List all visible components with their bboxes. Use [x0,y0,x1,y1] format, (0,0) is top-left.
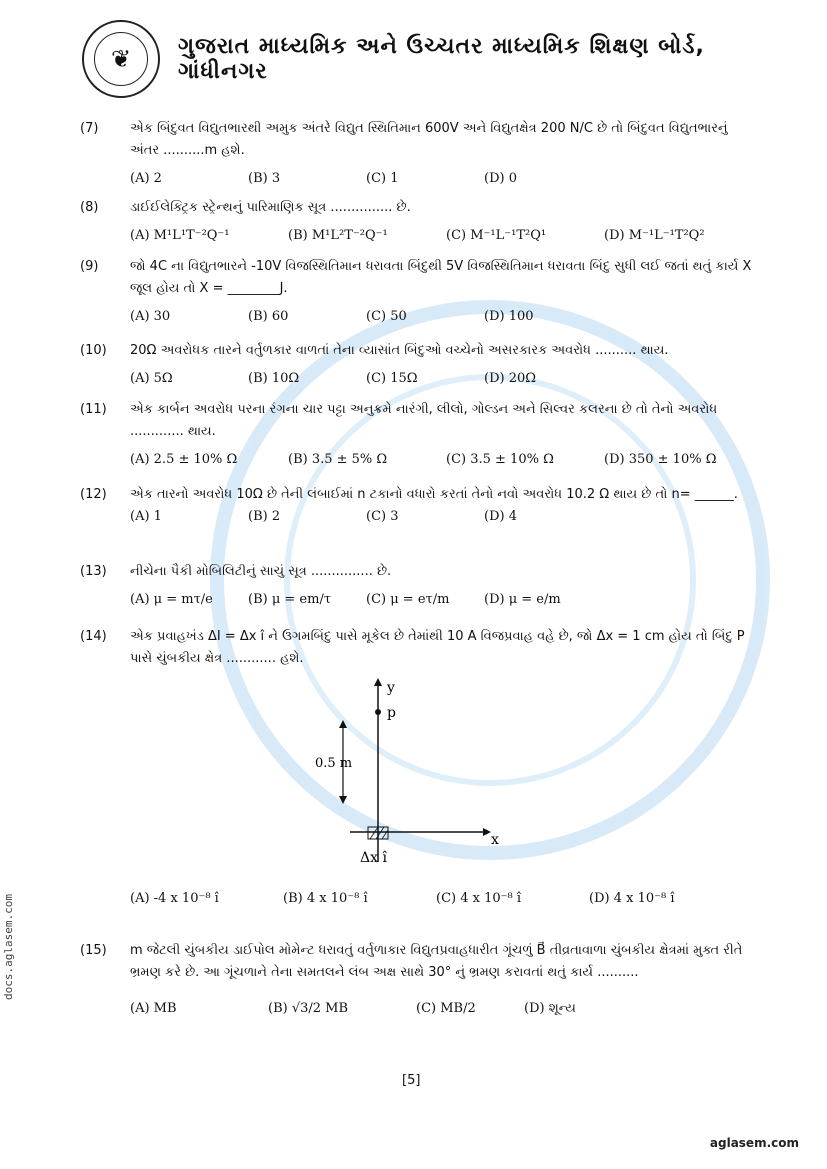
option-d: (D) 20Ω [484,371,537,386]
option-c: (C) 50 [366,309,407,324]
option-d: (D) M⁻¹L⁻¹T²Q² [604,228,705,243]
board-seal-icon [82,20,160,98]
option-b: (B) 2 [248,509,281,524]
x-axis-label: x [491,832,499,848]
option-c: (C) 4 x 10⁻⁸ î [436,891,521,906]
option-b: (B) 60 [248,309,289,324]
option-a: (A) M¹L¹T⁻²Q⁻¹ [130,228,230,243]
page-header [82,14,782,104]
options [130,368,760,390]
options [130,888,760,910]
page-number: [5] [402,1073,421,1088]
options [130,449,760,471]
option-a: (A) -4 x 10⁻⁸ î [130,891,219,906]
question-text: એક કાર્બન અવરોધ પરના રંગના ચાર પટ્ટા અનુક્રમે નારંગી, લીલો, ગોલ્ડન અને સિલ્વર કલરના છે તો તેનો અવરોધ ............. થાય. [130,402,718,439]
question-12 [80,484,760,528]
option-a: (A) μ = mτ/e [130,592,213,607]
option-a: (A) 2 [130,171,162,186]
option-c: (C) 3.5 ± 10% Ω [446,452,554,467]
question-9 [80,256,760,328]
option-c: (C) 15Ω [366,371,418,386]
question-text: ડાઈઈલેક્ટ્રિક સ્ટ્રેન્થનું પારિમાણિક સૂત્ર ............... છે. [130,200,411,215]
option-a: (A) 5Ω [130,371,173,386]
x-axis-arrow [483,828,491,836]
option-a: (A) 2.5 ± 10% Ω [130,452,238,467]
option-a: (A) 1 [130,509,162,524]
question-8 [80,197,760,247]
question-10 [80,340,760,390]
options [130,998,760,1020]
options [130,306,760,328]
distance-arrow-head-bottom [339,796,347,804]
question-text: નીચેના પૈકી મોબિલિટીનું સાચું સૂત્ર ............... છે. [130,564,392,579]
y-axis-label: y [387,680,395,696]
option-c: (C) μ = eτ/m [366,592,450,607]
side-url: docs.aglasem.com [2,894,15,1000]
point-p [375,709,381,715]
option-c: (C) MB/2 [416,1001,476,1016]
question-text: m જેટલી ચુંબકીય ડાઈપોલ મોમેન્ટ ધરાવતું વર્તુળાકાર વિદ્યુતપ્રવાહધારીત ગૂંચળું B⃗ તીવ્રતાવાળા ચુંબકીય ક્ષેત્રમાં મુક્ત રીતે ભ્રમણ કરે છે. આ ગૂંચળાને તેના સમતલને લંબ અક્ષ સાથે 30° નું ભ્રમણ કરાવતાં થતું કાર્ય .......... [130,943,743,980]
option-c: (C) 1 [366,171,399,186]
option-a: (A) 30 [130,309,171,324]
question-number: (8) [80,200,99,215]
question-14-options [80,882,760,910]
element-label: Δx î [360,850,387,866]
site-link[interactable]: aglasem.com [709,1136,799,1150]
question-number: (12) [80,487,107,502]
question-number: (10) [80,343,107,358]
option-b: (B) √3/2 MB [268,1001,349,1016]
option-d: (D) 4 [484,509,517,524]
question-text: એક તારનો અવરોધ 10Ω છે તેની લંબાઈમાં n ટકાનો વધારો કરતાં તેનો નવો અવરોધ 10.2 Ω થાય છે તો n= ______. [130,487,738,502]
question-text: એક પ્રવાહખંડ ΔI = Δx î ને ઉગમબિંદુ પાસે મૂકેલ છે તેમાંથી 10 A વિજપ્રવાહ વહે છે, જો Δx = 1 cm હોય તો બિંદુ P પાસે ચુંબકીય ક્ષેત્ર ............ હશે. [130,629,745,666]
question-number: (14) [80,629,107,644]
distance-arrow-head-top [339,720,347,728]
question-14 [80,626,760,670]
option-b: (B) M¹L²T⁻²Q⁻¹ [288,228,388,243]
options [130,506,760,528]
option-d: (D) શૂન્ય [524,1001,576,1016]
question-number: (11) [80,402,107,417]
swan-icon: ❦ [110,45,132,73]
option-c: (C) 3 [366,509,399,524]
option-c: (C) M⁻¹L⁻¹T²Q¹ [446,228,547,243]
question-11 [80,399,760,471]
question-7 [80,118,760,190]
option-d: (D) 350 ± 10% Ω [604,452,717,467]
question-number: (15) [80,943,107,958]
question-number: (13) [80,564,107,579]
board-title: ગુજરાત માધ્યમિક અને ઉચ્ચતર માધ્યમિક શિક્ષણ બોર્ડ, ગાંધીનગર [178,34,705,84]
option-d: (D) 100 [484,309,534,324]
option-b: (B) 10Ω [248,371,300,386]
current-element-diagram [315,672,515,872]
option-d: (D) 0 [484,171,517,186]
option-a: (A) MB [130,1001,177,1016]
question-text: જો 4C ના વિદ્યુતભારને -10V વિજસ્થિતિમાન ધરાવતા બિંદુથી 5V વિજસ્થિતિમાન ધરાવતા બિંદુ સુધી લઈ જતાં થતું કાર્ય X જૂલ હોય તો X = ________J. [130,259,752,296]
option-b: (B) μ = em/τ [248,592,332,607]
question-text: એક બિંદુવત વિદ્યુતભારથી અમુક અંતરે વિદ્યુત સ્થિતિમાન 600V અને વિદ્યુતક્ષેત્ર 200 N/C છે તો બિંદુવત વિદ્યુતભારનું અંતર ..........m હશે. [130,121,728,158]
options [130,589,760,611]
question-13 [80,561,760,611]
option-d: (D) μ = e/m [484,592,561,607]
options [130,225,760,247]
option-b: (B) 3.5 ± 5% Ω [288,452,388,467]
question-number: (9) [80,259,99,274]
option-d: (D) 4 x 10⁻⁸ î [589,891,675,906]
options [130,168,760,190]
y-axis-arrow [374,678,382,686]
option-b: (B) 3 [248,171,281,186]
point-p-label: p [387,705,396,721]
question-15 [80,940,760,1020]
option-b: (B) 4 x 10⁻⁸ î [283,891,368,906]
distance-label: 0.5 m [315,756,353,771]
question-number: (7) [80,121,99,136]
question-text: 20Ω અવરોધક તારને વર્તુળકાર વાળતાં તેના વ્યાસાંત બિંદુઓ વચ્ચેનો અસરકારક અવરોધ .......... થાય. [130,343,669,358]
